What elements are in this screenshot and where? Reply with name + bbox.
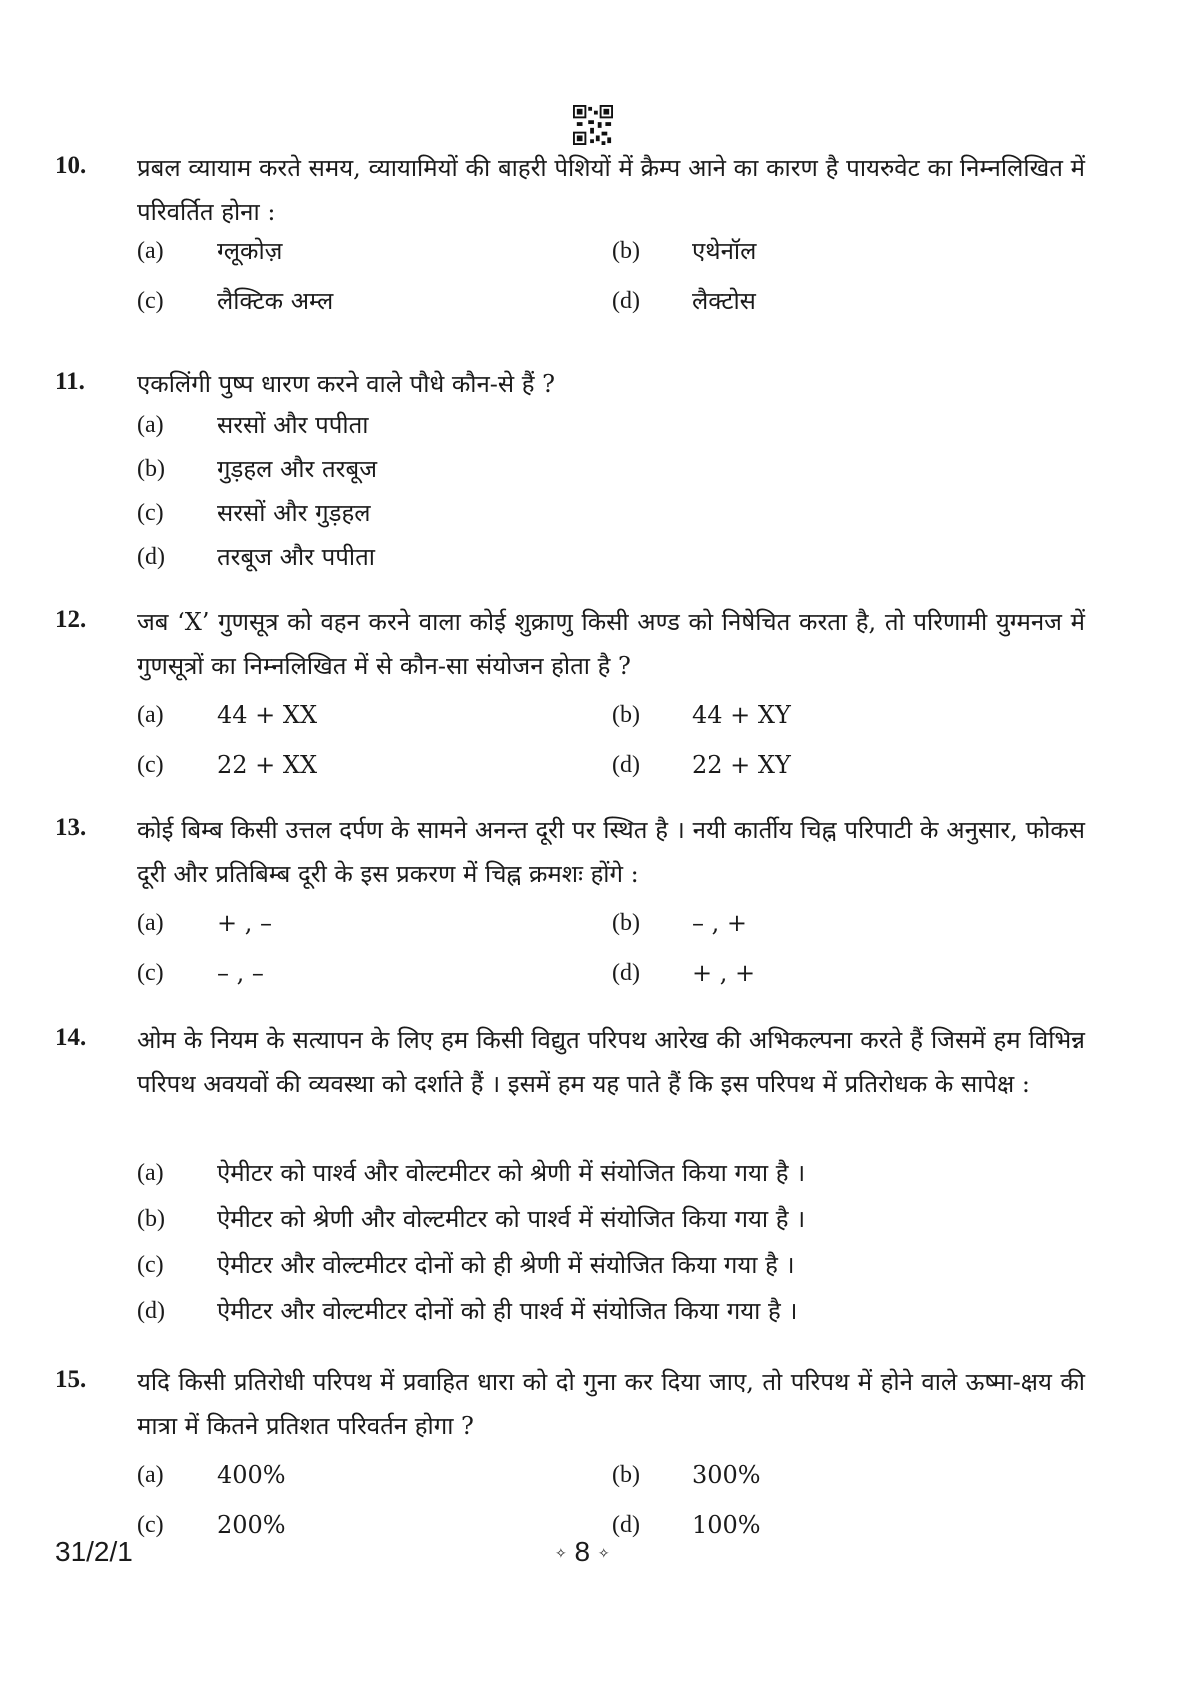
- option-label: (c): [137, 1512, 164, 1538]
- option-label: (d): [137, 544, 165, 570]
- option-text: 400%: [217, 1461, 286, 1489]
- option-text: 44 + XY: [692, 701, 791, 729]
- option-text: सरसों और पपीता: [217, 411, 369, 439]
- option-label: (a): [137, 1160, 164, 1186]
- option-text: ऐमीटर और वोल्टमीटर दोनों को ही श्रेणी में संयोजित किया गया है ।: [217, 1251, 795, 1279]
- qr-code-icon: [573, 104, 613, 146]
- question-number: 11.: [55, 368, 85, 395]
- option-text: ऐमीटर को पार्श्व और वोल्टमीटर को श्रेणी में संयोजित किया गया है ।: [217, 1159, 806, 1187]
- option-label: (a): [137, 1462, 164, 1488]
- option-text: एथेनॉल: [692, 237, 757, 265]
- option-label: (b): [612, 910, 640, 936]
- decorative-star-icon: ✧: [555, 1545, 567, 1562]
- option-label: (d): [612, 752, 640, 778]
- decorative-star-icon: ✧: [597, 1545, 610, 1562]
- option-label: (c): [137, 960, 164, 986]
- option-label: (c): [137, 288, 164, 314]
- option-text: 22 + XX: [217, 751, 318, 779]
- option-text: सरसों और गुड़हल: [217, 499, 371, 527]
- option-text: लैक्टोस: [692, 287, 756, 315]
- option-label: (c): [137, 500, 164, 526]
- option-text: लैक्टिक अम्ल: [217, 287, 334, 315]
- option-label: (a): [137, 412, 164, 438]
- question-text: जब ‘X’ गुणसूत्र को वहन करने वाला कोई शुक्राणु किसी अण्ड को निषेचित करता है, तो परिणामी युग्मनज में गुणसूत्रों का निम्नलिखित में से कौन-सा संयोजन होता है ?: [137, 608, 1085, 680]
- question-number: 10.: [55, 152, 87, 179]
- question-text: एकलिंगी पुष्प धारण करने वाले पौधे कौन-से हैं ?: [137, 370, 556, 398]
- option-label: (d): [612, 288, 640, 314]
- question-number: 15.: [55, 1366, 87, 1393]
- option-text: + , +: [692, 959, 756, 987]
- option-text: 100%: [692, 1511, 761, 1539]
- page-number-value: 8: [574, 1536, 591, 1567]
- option-text: 300%: [692, 1461, 761, 1489]
- option-text: 44 + XX: [217, 701, 318, 729]
- option-label: (d): [612, 1512, 640, 1538]
- option-label: (b): [612, 238, 640, 264]
- question-number: 12.: [55, 606, 87, 633]
- question-text: प्रबल व्यायाम करते समय, व्यायामियों की बाहरी पेशियों में क्रैम्प आने का कारण है पायरुवेट का निम्नलिखित में परिवर्तित होना :: [137, 154, 1085, 226]
- option-text: तरबूज और पपीता: [217, 543, 376, 571]
- option-label: (d): [137, 1298, 165, 1324]
- option-label: (c): [137, 752, 164, 778]
- question-number: 13.: [55, 814, 87, 841]
- option-text: गुड़हल और तरबूज: [217, 455, 378, 483]
- question-text: यदि किसी प्रतिरोधी परिपथ में प्रवाहित धारा को दो गुना कर दिया जाए, तो परिपथ में होने वाले ऊष्मा-क्षय की मात्रा में कितने प्रतिशत परिवर्तन होगा ?: [137, 1368, 1085, 1440]
- option-text: ऐमीटर को श्रेणी और वोल्टमीटर को पार्श्व में संयोजित किया गया है ।: [217, 1205, 806, 1233]
- option-label: (a): [137, 702, 164, 728]
- paper-code: 31/2/1: [55, 1536, 133, 1567]
- question-text: कोई बिम्ब किसी उत्तल दर्पण के सामने अनन्त दूरी पर स्थित है । नयी कार्तीय चिह्न परिपाटी के अनुसार, फोकस दूरी और प्रतिबिम्ब दूरी के इस प्रकरण में चिह्न क्रमशः होंगे :: [137, 816, 1085, 888]
- option-label: (b): [612, 1462, 640, 1488]
- option-text: ऐमीटर और वोल्टमीटर दोनों को ही पार्श्व में संयोजित किया गया है ।: [217, 1297, 798, 1325]
- option-label: (d): [612, 960, 640, 986]
- option-label: (b): [137, 456, 165, 482]
- option-text: ग्लूकोज़: [217, 237, 283, 265]
- option-text: + , –: [217, 909, 272, 937]
- question-text: ओम के नियम के सत्यापन के लिए हम किसी विद्युत परिपथ आरेख की अभिकल्पना करते हैं जिसमें हम विभिन्न परिपथ अवयवों की व्यवस्था को दर्शाते हैं । इसमें हम यह पाते हैं कि इस परिपथ में प्रतिरोधक के सापेक्ष :: [137, 1026, 1085, 1098]
- question-number: 14.: [55, 1024, 87, 1051]
- option-label: (a): [137, 910, 164, 936]
- option-text: – , –: [217, 959, 264, 987]
- option-text: 200%: [217, 1511, 286, 1539]
- option-label: (a): [137, 238, 164, 264]
- option-label: (b): [612, 702, 640, 728]
- page-number: [555, 1536, 610, 1568]
- option-label: (b): [137, 1206, 165, 1232]
- option-label: (c): [137, 1252, 164, 1278]
- option-text: – , +: [692, 909, 747, 937]
- option-text: 22 + XY: [692, 751, 791, 779]
